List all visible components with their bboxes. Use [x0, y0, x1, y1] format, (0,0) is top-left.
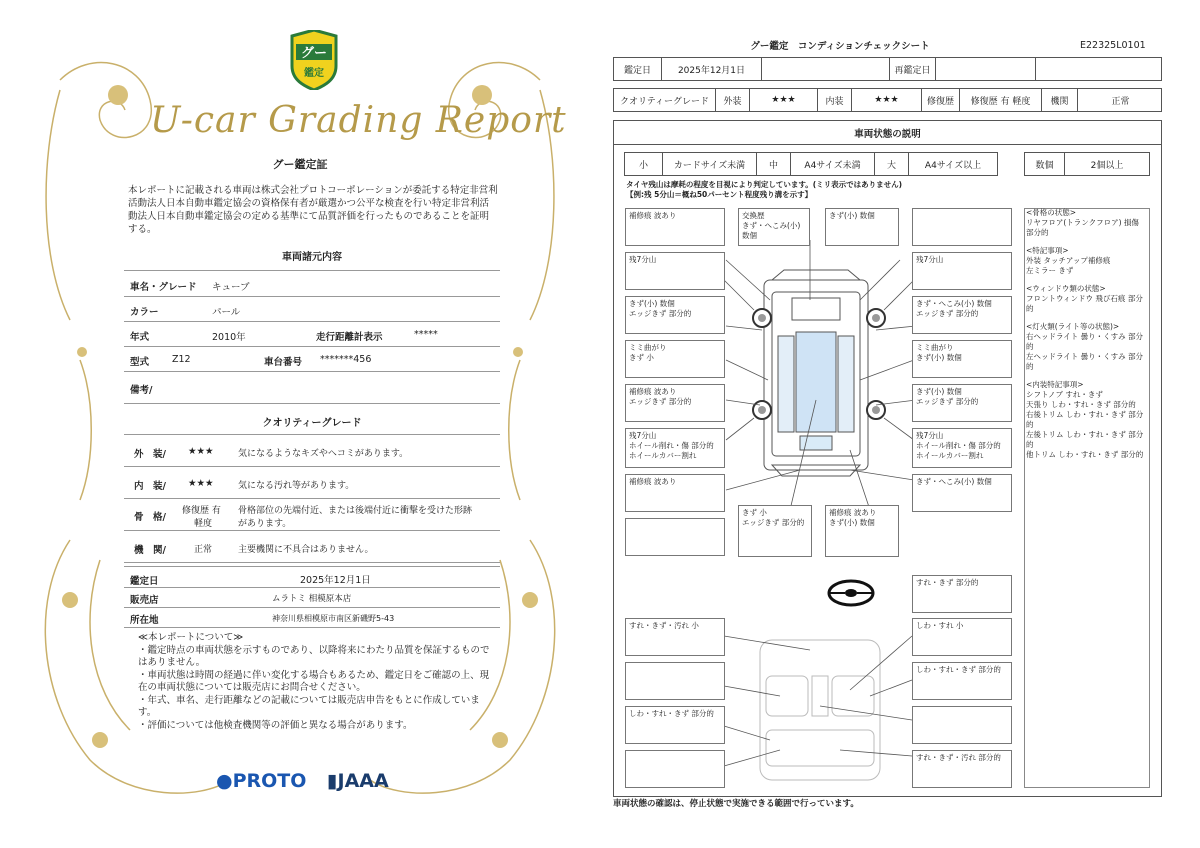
chassis-label: 車台番号 [264, 357, 303, 368]
condition-box: ミミ曲がり きず(小) 数個 [912, 340, 1012, 378]
side-note: <ウィンドウ類の状態> フロントウィンドウ 飛び石痕 部分的 [1026, 284, 1143, 313]
proto-logo: ●PROTO [216, 770, 307, 792]
row-shop [124, 588, 500, 608]
certificate-body: 本レポートに記載される車両は株式会社プロトコーポレーションが委託する特定非営利活動法人日本自動車鑑定協会の資格保有者が厳選かつ公平な検査を行い特定非営利活動法人日本自動車鑑定協会の定める基準にて品質評価を行ったものであることを証明する。 [128, 185, 498, 235]
redate-label: 再鑑定日 [890, 58, 936, 80]
condition-box: しわ・すれ 小 [912, 618, 1012, 656]
color-value: パール [212, 307, 241, 318]
row-interior [124, 467, 500, 499]
condition-box [625, 518, 725, 556]
condition-box: すれ・きず・汚れ 小 [625, 618, 725, 656]
svg-text:鑑定: 鑑定 [304, 68, 324, 79]
row-exterior [124, 434, 500, 467]
date-label: 鑑定日 [130, 576, 159, 587]
repair-label: 修復歴 [922, 89, 960, 111]
footer-note: 車両状態の確認は、停止状態で実施できる範囲で行っています。 [613, 799, 859, 809]
redate-value [936, 58, 1036, 80]
size-small-desc: カードサイズ未満 [663, 153, 757, 175]
condition-box [912, 208, 1012, 246]
ext-stars: ★★★ [188, 446, 214, 457]
remarks-label: 備考/ [130, 385, 153, 396]
jaaa-logo: ▮JAAA [327, 770, 389, 792]
frame-value-1: 修復歴 有 [182, 506, 221, 516]
row-address [124, 608, 500, 628]
frame-label: 骨 格/ [134, 512, 166, 523]
certificate-title: グー鑑定証 [272, 158, 328, 171]
condition-box: きず・へこみ(小) 数個 [912, 474, 1012, 512]
repair-value: 修復歴 有 軽度 [960, 89, 1042, 111]
condition-box: 補修痕 波あり [625, 208, 725, 246]
name-value: キューブ [212, 282, 250, 293]
condition-box: 補修痕 波あり きず(小) 数個 [825, 505, 899, 557]
shop-value: ムラトミ 相模原本店 [272, 594, 352, 604]
note-1: ・鑑定時点の車両状態を示すものであり、以降将来にわたり品質を保証するものではありません。 [138, 644, 490, 668]
int-label: 内 装/ [134, 481, 166, 492]
ext-stars: ★★★ [750, 89, 818, 111]
qg-label: クオリティーグレード [614, 89, 716, 111]
frame-text-1: 骨格部位の先端付近、または後端付近に衝撃を受けた形跡 [238, 506, 473, 516]
car-top-diagram [700, 240, 940, 510]
row-engine [124, 531, 500, 563]
count-legend [1024, 152, 1150, 176]
int-stars: ★★★ [852, 89, 922, 111]
sheet-code: E22325L0101 [1080, 40, 1146, 51]
side-notes [1026, 208, 1150, 468]
size-legend [624, 152, 998, 176]
side-note: <灯火類(ライト等の状態)> 右ヘッドライト 曇り・くすみ 部分的 左ヘッドライト 曇り・くすみ 部分的 [1026, 322, 1144, 371]
row-model [124, 347, 500, 372]
model-label: 型式 [130, 357, 150, 368]
row-name [124, 270, 500, 297]
condition-box: すれ・きず・汚れ 部分的 [912, 750, 1012, 788]
model-value: Z12 [172, 354, 191, 365]
engine-label: 機 関/ [134, 545, 166, 556]
date-value: 2025年12月1日 [300, 575, 371, 586]
int-text: 気になる汚れ等があります。 [238, 481, 355, 491]
mileage-label: 走行距離計表示 [316, 332, 383, 343]
size-large: 大 [875, 153, 909, 175]
size-mid: 中 [757, 153, 791, 175]
condition-box: 残7分山 [625, 252, 725, 290]
interior-diagram [720, 630, 920, 790]
engine-value: 正常 [1111, 96, 1130, 107]
condition-box: 補修痕 波あり エッジきず 部分的 [625, 384, 725, 422]
row-remarks [124, 372, 500, 404]
count-desc: 2個以上 [1090, 160, 1124, 171]
date-table [613, 57, 1162, 81]
size-mid-desc: A4サイズ未満 [791, 153, 875, 175]
svg-text:グー: グー [300, 46, 328, 61]
row-color [124, 297, 500, 322]
engine-text: 主要機関に不具合はありません。 [238, 545, 374, 555]
side-note: <特記事項> 外装 タッチアップ補修痕 左ミラー きず [1026, 246, 1111, 275]
row-date [124, 566, 500, 588]
ext-label: 外 装/ [134, 449, 166, 460]
int-label: 内装 [818, 89, 852, 111]
side-note: <骨格の状態> リヤフロア(トランクフロア) 損傷 部分的 [1026, 208, 1139, 237]
notes-heading: ≪本レポートについて≫ [138, 632, 244, 643]
size-small: 小 [625, 153, 663, 175]
year-label: 年式 [130, 332, 150, 343]
note-2: ・車両状態は時間の経過に伴い変化する場合もあるため、鑑定日をご確認の上、現在の車両状態については販売店にお問合せください。 [138, 669, 490, 693]
frame-text-2: があります。 [238, 519, 292, 529]
state-heading: 車両状態の説明 [614, 121, 1161, 145]
spec-heading: 車両諸元内容 [282, 252, 342, 263]
chassis-value: *******456 [320, 354, 372, 365]
condition-box: ミミ曲がり きず 小 [625, 340, 725, 378]
condition-box: すれ・きず 部分的 [912, 575, 1012, 613]
condition-box [625, 662, 725, 700]
grade-heading: クオリティーグレード [262, 418, 362, 429]
sheet-title: グー鑑定 コンディションチェックシート [750, 41, 930, 52]
condition-box: 残7分山 [912, 252, 1012, 290]
frame-value-2: 軽度 [194, 519, 213, 529]
condition-box: 補修痕 波あり [625, 474, 725, 512]
side-note: <内装特記事項> シフトノブ すれ・きず 天張り しわ・すれ・きず 部分的 右後トリム しわ・すれ・きず 部分的 左後トリム しわ・すれ・きず 部分的 他トリム しわ・すれ・きず 部分的 [1026, 380, 1144, 459]
color-label: カラー [130, 307, 159, 318]
year-value: 2010年 [212, 332, 246, 343]
condition-box: きず・へこみ(小) 数個 エッジきず 部分的 [912, 296, 1012, 334]
address-label: 所在地 [130, 615, 159, 626]
ext-label: 外装 [716, 89, 750, 111]
report-notes [138, 632, 498, 732]
tire-notes [626, 180, 902, 200]
size-large-desc: A4サイズ以上 [924, 160, 982, 171]
condition-box [912, 706, 1012, 744]
condition-box: 残7分山 ホイール削れ・傷 部分的 ホイールカバー割れ [625, 428, 725, 468]
name-label: 車名・グレード [130, 282, 197, 293]
condition-box: しわ・すれ・きず 部分的 [625, 706, 725, 744]
condition-box: きず 小 エッジきず 部分的 [738, 505, 812, 557]
row-year [124, 322, 500, 347]
address-value: 神奈川県相模原市南区新磯野5-43 [272, 614, 395, 623]
shop-label: 販売店 [130, 595, 159, 606]
condition-box: 残7分山 ホイール削れ・傷 部分的 ホイールカバー割れ [912, 428, 1012, 468]
condition-box: きず(小) 数個 エッジきず 部分的 [625, 296, 725, 334]
condition-box [625, 750, 725, 788]
date-blank [762, 58, 890, 80]
note-4: ・評価については他検査機関等の評価と異なる場合があります。 [138, 719, 413, 731]
steering-wheel-icon [826, 578, 876, 608]
engine-label: 機関 [1042, 89, 1078, 111]
script-title: U-car Grading Report [150, 100, 567, 141]
engine-value: 正常 [194, 545, 213, 555]
condition-box: 交換歴 きず・へこみ(小) 数個 [738, 208, 810, 246]
goo-kantei-badge [288, 30, 340, 90]
note-3: ・年式、車名、走行距離などの記載については販売店申告をもとに作成しています。 [138, 694, 480, 718]
condition-box: きず(小) 数個 [825, 208, 899, 246]
count-label: 数個 [1025, 153, 1065, 175]
date-value: 2025年12月1日 [662, 58, 762, 80]
condition-box: しわ・すれ・きず 部分的 [912, 662, 1012, 700]
grade-table [613, 88, 1162, 112]
row-frame [124, 499, 500, 531]
ext-text: 気になるようなキズやヘコミがあります。 [238, 449, 409, 459]
tire-note-2: 【例:残 5分山＝概ね50パーセント程度残り溝を示す】 [626, 190, 813, 199]
date-label: 鑑定日 [614, 58, 662, 80]
tire-note-1: タイヤ残山は摩耗の程度を目視により判定しています。(ミリ表示ではありません) [626, 180, 903, 189]
int-stars: ★★★ [188, 478, 214, 489]
mileage-value: ***** [414, 329, 438, 340]
logos [216, 770, 389, 792]
condition-box: きず(小) 数個 エッジきず 部分的 [912, 384, 1012, 422]
